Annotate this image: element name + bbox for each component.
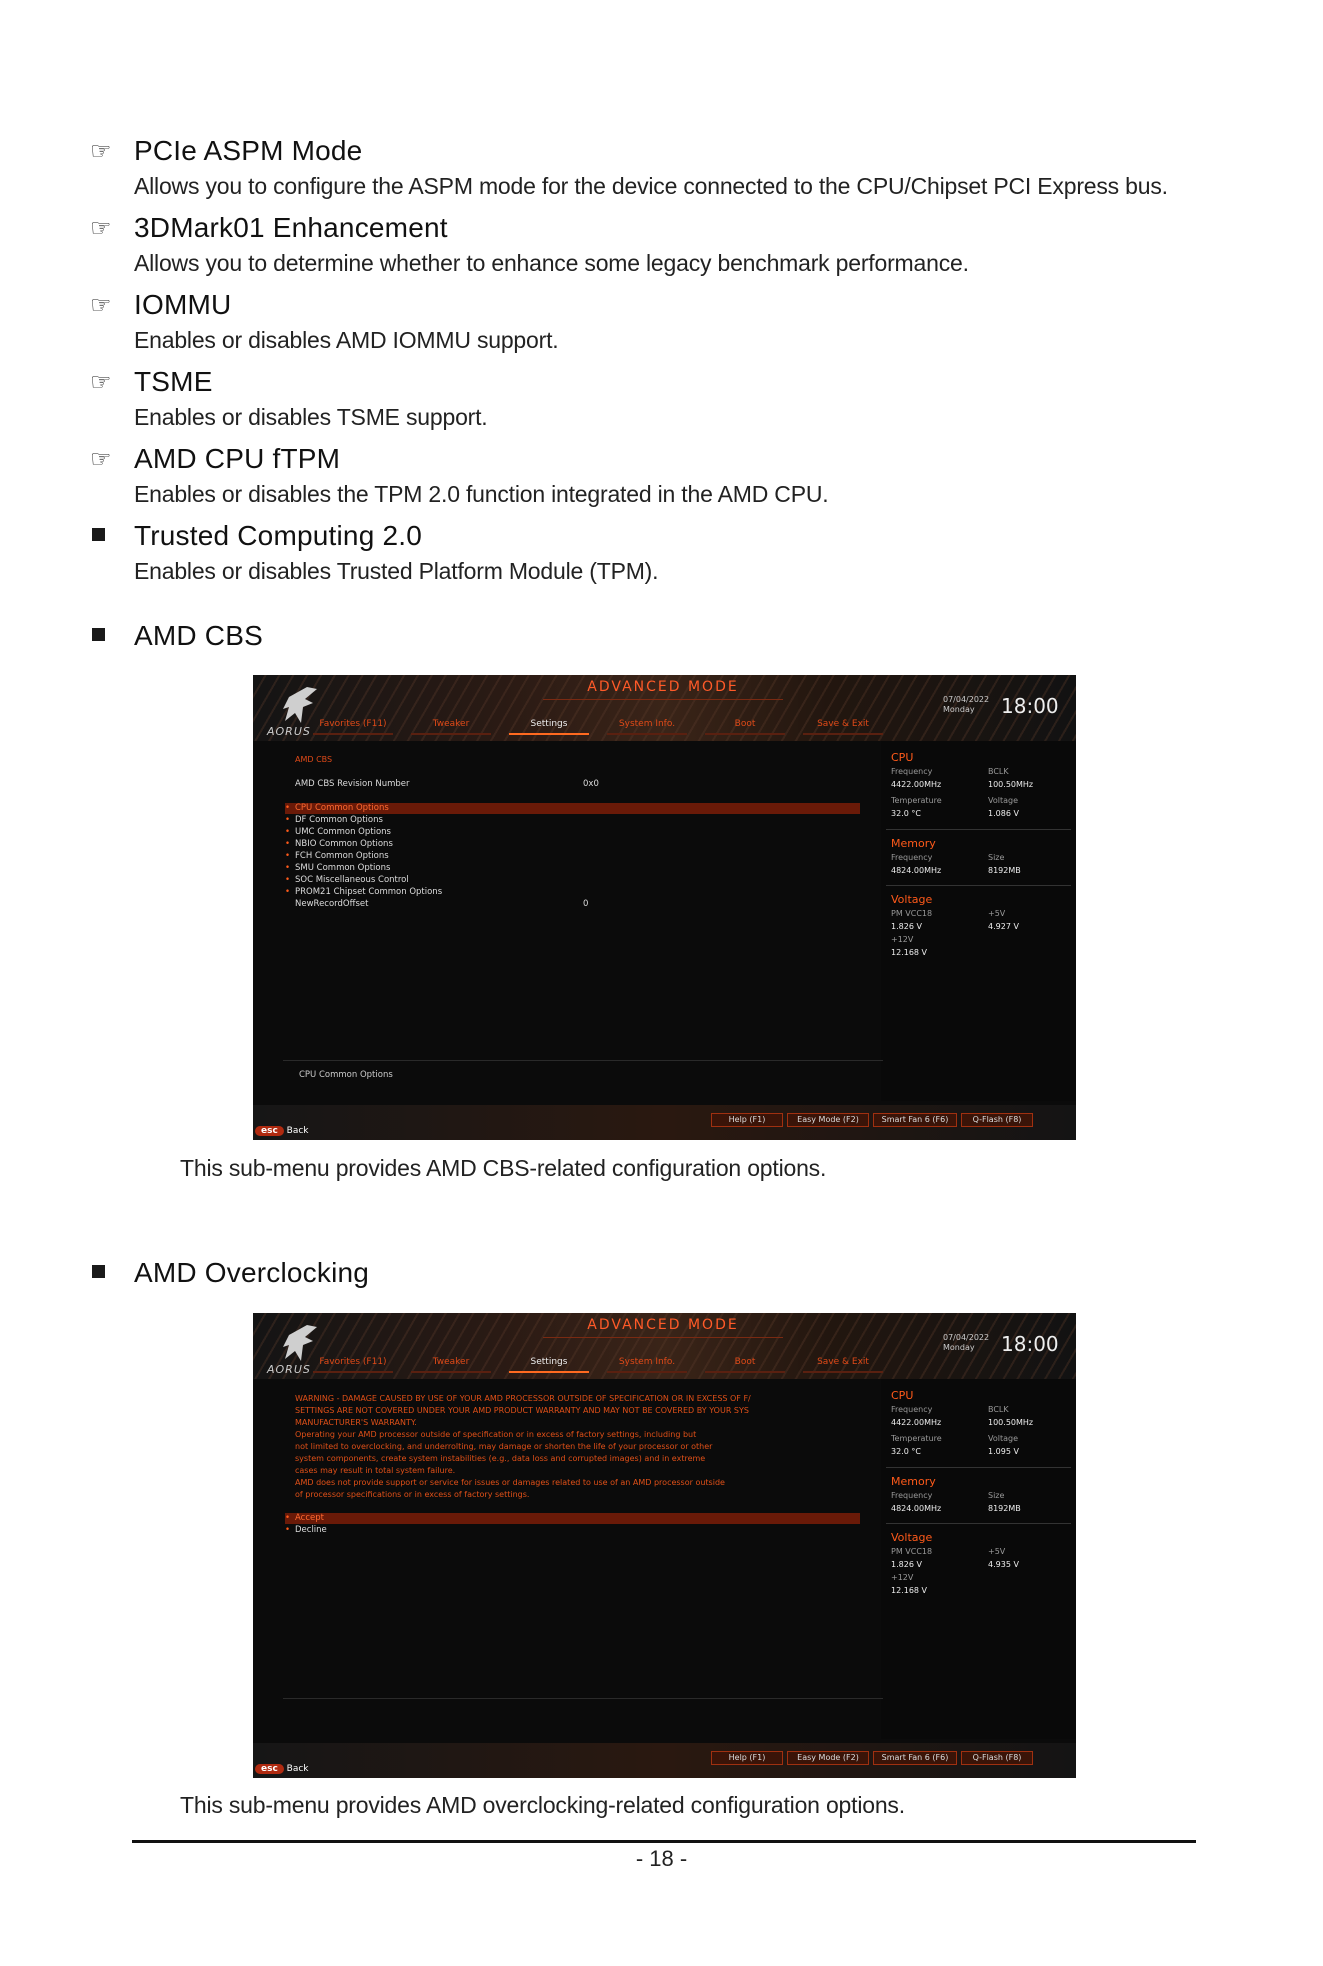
item-title: AMD CPU fTPM	[134, 443, 341, 474]
esc-back-button[interactable]: esc Back	[255, 1126, 309, 1136]
new-record-offset-value: 0	[583, 899, 589, 909]
warning-line: SETTINGS ARE NOT COVERED UNDER YOUR AMD PRODUCT WARRANTY AND MAY NOT BE COVERED BY YOUR SYS	[295, 1406, 749, 1415]
tab-underline	[803, 733, 883, 735]
mem-freq-value: 4824.00MHz	[891, 1504, 942, 1513]
warning-line: AMD does not provide support or service for issues or damages related to use of an AMD processor outside	[295, 1478, 725, 1487]
section-amd-overclocking	[134, 1257, 1214, 1289]
help-text: CPU Common Options	[299, 1070, 393, 1080]
advanced-mode-title: ADVANCED MODE	[543, 679, 783, 700]
item-tsme	[90, 366, 1214, 431]
esc-back-button[interactable]: esc Back	[255, 1764, 309, 1774]
menu-item-decline[interactable]: • Decline	[285, 1525, 327, 1535]
warning-line: Operating your AMD processor outside of specification or in excess of factory settings, including but	[295, 1430, 697, 1439]
cpu-heading: CPU	[891, 751, 914, 764]
cpu-freq-value: 4422.00MHz	[891, 780, 942, 789]
item-title: TSME	[134, 366, 213, 397]
item-trusted-computing	[134, 520, 1214, 585]
pointing-hand-icon: ☞	[90, 369, 112, 396]
breadcrumb: AMD CBS	[295, 755, 333, 764]
item-3dmark	[90, 212, 1214, 277]
memory-heading: Memory	[891, 1475, 936, 1488]
time-display: 18:00	[1001, 1332, 1059, 1356]
mem-freq-label: Frequency	[891, 1491, 933, 1500]
footer-rule	[132, 1840, 1196, 1843]
item-desc: Enables or disables the TPM 2.0 function integrated in the AMD CPU.	[134, 481, 829, 507]
cpu-freq-label: Frequency	[891, 767, 933, 776]
square-bullet-icon	[92, 528, 105, 541]
smart-fan-button[interactable]: Smart Fan 6 (F6)	[873, 1113, 957, 1127]
pm-vcc18-label: PM VCC18	[891, 1547, 933, 1556]
new-record-offset-label: NewRecordOffset	[295, 899, 369, 909]
mem-size-label: Size	[988, 853, 1005, 862]
tab-boot[interactable]: Boot	[734, 1357, 756, 1367]
help-button[interactable]: Help (F1)	[711, 1751, 783, 1765]
cpu-freq-value: 4422.00MHz	[891, 1418, 942, 1427]
plus5v-value: 4.935 V	[988, 1560, 1019, 1569]
item-ftpm	[90, 443, 1214, 508]
help-separator	[283, 1698, 883, 1699]
item-pcie-aspm	[90, 135, 1214, 200]
item-iommu	[90, 289, 1214, 354]
cpu-freq-label: Frequency	[891, 1405, 933, 1414]
plus5v-value: 4.927 V	[988, 922, 1019, 931]
cbs-caption: This sub-menu provides AMD CBS-related configuration options.	[180, 1155, 827, 1181]
plus12v-label: +12V	[891, 935, 914, 944]
tab-system-info[interactable]: System Info.	[618, 1357, 676, 1367]
cpu-volt-value: 1.095 V	[988, 1447, 1019, 1456]
tab-underline	[411, 733, 491, 735]
section-title: AMD CBS	[134, 620, 263, 651]
square-bullet-icon	[92, 1265, 105, 1278]
tab-underline-active	[509, 1371, 589, 1373]
help-separator	[283, 1060, 883, 1061]
cpu-volt-value: 1.086 V	[988, 809, 1019, 818]
tab-settings[interactable]: Settings	[530, 1357, 568, 1367]
warning-line: not limited to overclocking, and underrolting, may damage or shorten the life of your processor or other	[295, 1442, 713, 1451]
warning-line: cases may result in total system failure.	[295, 1466, 456, 1475]
tab-underline	[705, 733, 785, 735]
tab-underline	[705, 1371, 785, 1373]
temp-label: Temperature	[891, 1434, 942, 1443]
easy-mode-button[interactable]: Easy Mode (F2)	[787, 1113, 869, 1127]
item-title: PCIe ASPM Mode	[134, 135, 363, 166]
date-display	[943, 1333, 989, 1353]
date: 07/04/2022	[943, 695, 990, 704]
menu-item-prom21[interactable]: • PROM21 Chipset Common Options	[285, 887, 443, 897]
bclk-value: 100.50MHz	[988, 780, 1034, 789]
tab-settings[interactable]: Settings	[530, 719, 568, 729]
aorus-logo-text: AORUS	[267, 725, 311, 738]
tab-underline	[411, 1371, 491, 1373]
smart-fan-button[interactable]: Smart Fan 6 (F6)	[873, 1751, 957, 1765]
tab-underline	[313, 733, 393, 735]
cpu-volt-label: Voltage	[988, 1434, 1019, 1443]
menu-item-umc-common[interactable]: • UMC Common Options	[285, 827, 391, 837]
item-title: IOMMU	[134, 289, 232, 320]
date: 07/04/2022	[943, 1333, 990, 1342]
date-display	[943, 695, 989, 715]
plus12v-value: 12.168 V	[891, 948, 928, 957]
mem-freq-label: Frequency	[891, 853, 933, 862]
bclk-value: 100.50MHz	[988, 1418, 1034, 1427]
item-title: 3DMark01 Enhancement	[134, 212, 448, 243]
item-desc: Enables or disables TSME support.	[134, 404, 488, 430]
bios-tabs	[313, 719, 893, 735]
separator	[886, 885, 1071, 886]
advanced-mode-title: ADVANCED MODE	[543, 1317, 783, 1338]
warning-line: of processor specifications or in excess of factory settings.	[295, 1490, 530, 1499]
cbs-revision-label: AMD CBS Revision Number	[295, 779, 410, 789]
section-title: AMD Overclocking	[134, 1257, 370, 1288]
mem-size-value: 8192MB	[988, 866, 1021, 875]
overclocking-caption: This sub-menu provides AMD overclocking-related configuration options.	[180, 1792, 905, 1818]
menu-item-accept[interactable]: • Accept	[285, 1513, 860, 1524]
separator	[886, 1523, 1071, 1524]
bios-screenshot-cbs	[253, 675, 1076, 1140]
warning-line: WARNING - DAMAGE CAUSED BY USE OF YOUR AMD PROCESSOR OUTSIDE OF SPECIFICATION OR IN EXCESS OF F/	[295, 1394, 751, 1403]
memory-heading: Memory	[891, 837, 936, 850]
page-number: - 18 -	[635, 1846, 688, 1871]
menu-item-soc-misc[interactable]: • SOC Miscellaneous Control	[285, 875, 409, 885]
tab-system-info[interactable]: System Info.	[618, 719, 676, 729]
tab-underline	[607, 1371, 687, 1373]
mem-size-label: Size	[988, 1491, 1005, 1500]
hardware-monitor-panel	[881, 741, 1076, 1101]
menu-item-smu-common[interactable]: • SMU Common Options	[285, 863, 391, 873]
plus5v-label: +5V	[988, 909, 1006, 918]
bios-footer	[253, 1105, 1076, 1140]
mem-freq-value: 4824.00MHz	[891, 866, 942, 875]
bios-screenshot-overclocking	[253, 1313, 1076, 1778]
pointing-hand-icon: ☞	[90, 138, 112, 165]
warning-line: system components, create system instabilities (e.g., data loss and corrupted images) and in extreme	[295, 1454, 706, 1463]
temp-value: 32.0 °C	[891, 1447, 921, 1456]
tab-save-exit[interactable]: Save & Exit	[817, 1357, 869, 1367]
plus12v-label: +12V	[891, 1573, 914, 1582]
pm-vcc18-value: 1.826 V	[891, 1560, 922, 1569]
cpu-volt-label: Voltage	[988, 796, 1019, 805]
cbs-revision-value: 0x0	[583, 779, 599, 789]
bios-tabs	[313, 1357, 893, 1373]
aorus-logo-text: AORUS	[267, 1363, 311, 1376]
temp-label: Temperature	[891, 796, 942, 805]
tab-favorites[interactable]: Favorites (F11)	[319, 719, 387, 729]
cpu-heading: CPU	[891, 1389, 914, 1402]
menu-item-cpu-common[interactable]: • CPU Common Options	[285, 803, 860, 814]
day: Monday	[943, 1343, 975, 1352]
item-desc: Allows you to determine whether to enhance some legacy benchmark performance.	[134, 250, 969, 276]
voltage-heading: Voltage	[891, 893, 933, 906]
square-bullet-icon	[92, 628, 105, 641]
menu-item-nbio-common[interactable]: • NBIO Common Options	[285, 839, 393, 849]
tab-tweaker[interactable]: Tweaker	[432, 719, 470, 729]
pointing-hand-icon: ☞	[90, 215, 112, 242]
day: Monday	[943, 705, 975, 714]
section-amd-cbs	[134, 620, 1214, 652]
plus12v-value: 12.168 V	[891, 1586, 928, 1595]
bios-footer	[253, 1743, 1076, 1778]
tab-favorites[interactable]: Favorites (F11)	[319, 1357, 387, 1367]
item-desc: Enables or disables AMD IOMMU support.	[134, 327, 559, 353]
separator	[886, 829, 1071, 830]
mem-size-value: 8192MB	[988, 1504, 1021, 1513]
menu-item-fch-common[interactable]: • FCH Common Options	[285, 851, 389, 861]
pointing-hand-icon: ☞	[90, 446, 112, 473]
tab-underline	[803, 1371, 883, 1373]
hardware-monitor-panel	[881, 1379, 1076, 1739]
item-title: Trusted Computing 2.0	[134, 520, 422, 551]
plus5v-label: +5V	[988, 1547, 1006, 1556]
qflash-button[interactable]: Q-Flash (F8)	[961, 1751, 1033, 1765]
temp-value: 32.0 °C	[891, 809, 921, 818]
overclocking-warning	[295, 1393, 855, 1501]
menu-item-df-common[interactable]: • DF Common Options	[285, 815, 383, 825]
tab-save-exit[interactable]: Save & Exit	[817, 719, 869, 729]
pointing-hand-icon: ☞	[90, 292, 112, 319]
help-button[interactable]: Help (F1)	[711, 1113, 783, 1127]
bclk-label: BCLK	[988, 767, 1009, 776]
tab-underline	[313, 1371, 393, 1373]
pm-vcc18-value: 1.826 V	[891, 922, 922, 931]
warning-line: MANUFACTURER'S WARRANTY.	[295, 1418, 417, 1427]
qflash-button[interactable]: Q-Flash (F8)	[961, 1113, 1033, 1127]
time-display: 18:00	[1001, 694, 1059, 718]
item-desc: Enables or disables Trusted Platform Module (TPM).	[134, 558, 659, 584]
bclk-label: BCLK	[988, 1405, 1009, 1414]
easy-mode-button[interactable]: Easy Mode (F2)	[787, 1751, 869, 1765]
separator	[886, 1467, 1071, 1468]
tab-boot[interactable]: Boot	[734, 719, 756, 729]
item-desc: Allows you to configure the ASPM mode for the device connected to the CPU/Chipset PCI Express bus.	[134, 173, 1168, 199]
tab-underline	[607, 733, 687, 735]
tab-underline-active	[509, 733, 589, 735]
voltage-heading: Voltage	[891, 1531, 933, 1544]
pm-vcc18-label: PM VCC18	[891, 909, 933, 918]
tab-tweaker[interactable]: Tweaker	[432, 1357, 470, 1367]
